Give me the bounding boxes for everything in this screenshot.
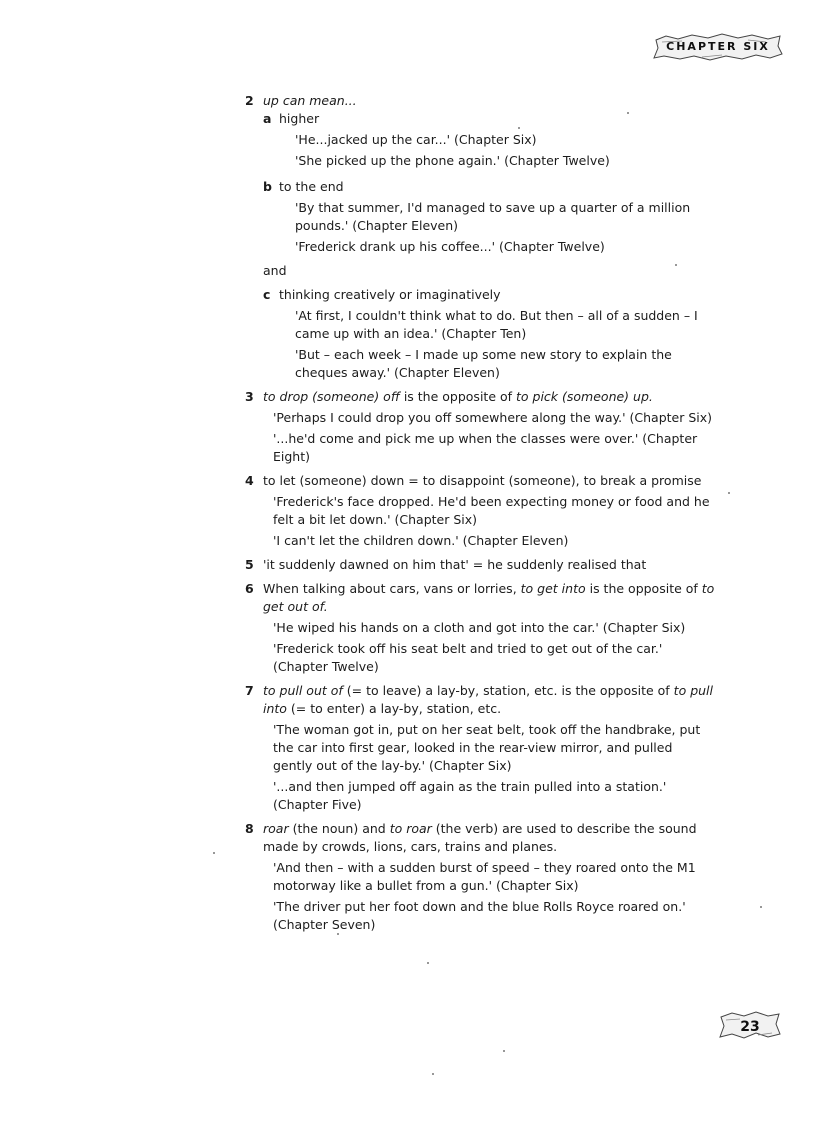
example-quote: 'And then – with a sudden burst of speed – they roared onto the M1 motorway like a bullet from a gun.' (Chapter Six) (273, 860, 696, 893)
scan-speck (518, 127, 520, 129)
example-quote: 'Frederick's face dropped. He'd been expecting money or food and he felt a bit let down.' (Chapter Six) (273, 494, 710, 527)
sense-label: thinking creatively or imaginatively (279, 287, 501, 302)
item-text: roar (the noun) and to roar (the verb) are used to describe the sound made by crowds, lions, cars, trains and planes. (263, 821, 697, 854)
item-number: 6 (245, 581, 254, 596)
example-quote: 'At first, I couldn't think what to do. But then – all of a sudden – I came up with an idea.' (Chapter Ten) (295, 308, 698, 341)
item-number: 7 (245, 683, 254, 698)
example-quote: 'Frederick drank up his coffee...' (Chapter Twelve) (295, 239, 605, 254)
scan-speck (503, 1050, 505, 1052)
example-quote: 'By that summer, I'd managed to save up a quarter of a million pounds.' (Chapter Eleven) (295, 200, 691, 233)
item-text: When talking about cars, vans or lorries, to get into is the opposite of to get out of. (263, 581, 715, 614)
item-text: to let (someone) down = to disappoint (someone), to break a promise (263, 473, 702, 488)
note-item-5 (245, 556, 715, 574)
scan-speck (627, 112, 629, 114)
vocabulary-notes (245, 92, 715, 940)
example-quote: 'I can't let the children down.' (Chapter Eleven) (273, 533, 569, 548)
example-quote: 'She picked up the phone again.' (Chapter Twelve) (295, 153, 610, 168)
chapter-label: CHAPTER SIX (666, 40, 770, 53)
note-item-6 (245, 580, 715, 676)
example-quote: 'He wiped his hands on a cloth and got into the car.' (Chapter Six) (273, 620, 686, 635)
scan-speck (675, 264, 677, 266)
item-lead: up can mean... (263, 93, 357, 108)
note-item-8 (245, 820, 715, 934)
item-number: 5 (245, 557, 254, 572)
chapter-header (652, 30, 784, 64)
scan-speck (213, 852, 215, 854)
item-number: 8 (245, 821, 254, 836)
sense-label: to the end (279, 179, 344, 194)
scan-speck (728, 492, 730, 494)
example-quote: '...he'd come and pick me up when the classes were over.' (Chapter Eight) (273, 431, 698, 464)
sense-label: higher (279, 111, 320, 126)
item-text: to drop (someone) off is the opposite of to pick (someone) up. (263, 389, 653, 404)
scan-speck (760, 906, 762, 908)
scan-speck (337, 933, 339, 935)
item-text: to pull out of (= to leave) a lay-by, station, etc. is the opposite of to pull into (= to enter) a lay-by, station, etc. (263, 683, 713, 716)
note-item-3 (245, 388, 715, 466)
example-quote: 'He...jacked up the car...' (Chapter Six) (295, 132, 537, 147)
example-quote: 'Frederick took off his seat belt and tried to get out of the car.' (Chapter Twelve) (273, 641, 663, 674)
sense-c: c thinking creatively or imaginatively 'At first, I couldn't think what to do. But then – all of a sudden – I came up with an idea.' (Chapter Ten) 'But – each week – I made up some new story to explain the cheques away.' (Chapter Eleven) (263, 286, 715, 382)
example-quote: 'But – each week – I made up some new story to explain the cheques away.' (Chapter Eleven) (295, 347, 672, 380)
note-item-4 (245, 472, 715, 550)
item-text: 'it suddenly dawned on him that' = he suddenly realised that (263, 557, 647, 572)
item-number: 2 (245, 93, 254, 108)
sense-a: a higher 'He...jacked up the car...' (Chapter Six) 'She picked up the phone again.' (Chapter Twelve) (263, 110, 715, 170)
example-quote: 'The driver put her foot down and the blue Rolls Royce roared on.' (Chapter Seven) (273, 899, 686, 932)
scan-speck (427, 962, 429, 964)
note-item-2 (245, 92, 715, 382)
sense-b: b to the end 'By that summer, I'd managed to save up a quarter of a million pounds.' (Chapter Eleven) 'Frederick drank up his coffee...' (Chapter Twelve) (263, 178, 715, 256)
item-number: 4 (245, 473, 254, 488)
example-quote: 'The woman got in, put on her seat belt, took off the handbrake, put the car into first gear, looked in the rear-view mirror, and pulled gently out of the lay-by.' (Chapter Six) (273, 722, 701, 773)
connector-and: and (263, 263, 287, 278)
note-item-7 (245, 682, 715, 814)
page-number: 23 (740, 1019, 760, 1035)
example-quote: '...and then jumped off again as the train pulled into a station.' (Chapter Five) (273, 779, 667, 812)
scan-speck (432, 1073, 434, 1075)
item-number: 3 (245, 389, 254, 404)
example-quote: 'Perhaps I could drop you off somewhere along the way.' (Chapter Six) (273, 410, 713, 425)
page-number-badge (718, 1008, 782, 1042)
